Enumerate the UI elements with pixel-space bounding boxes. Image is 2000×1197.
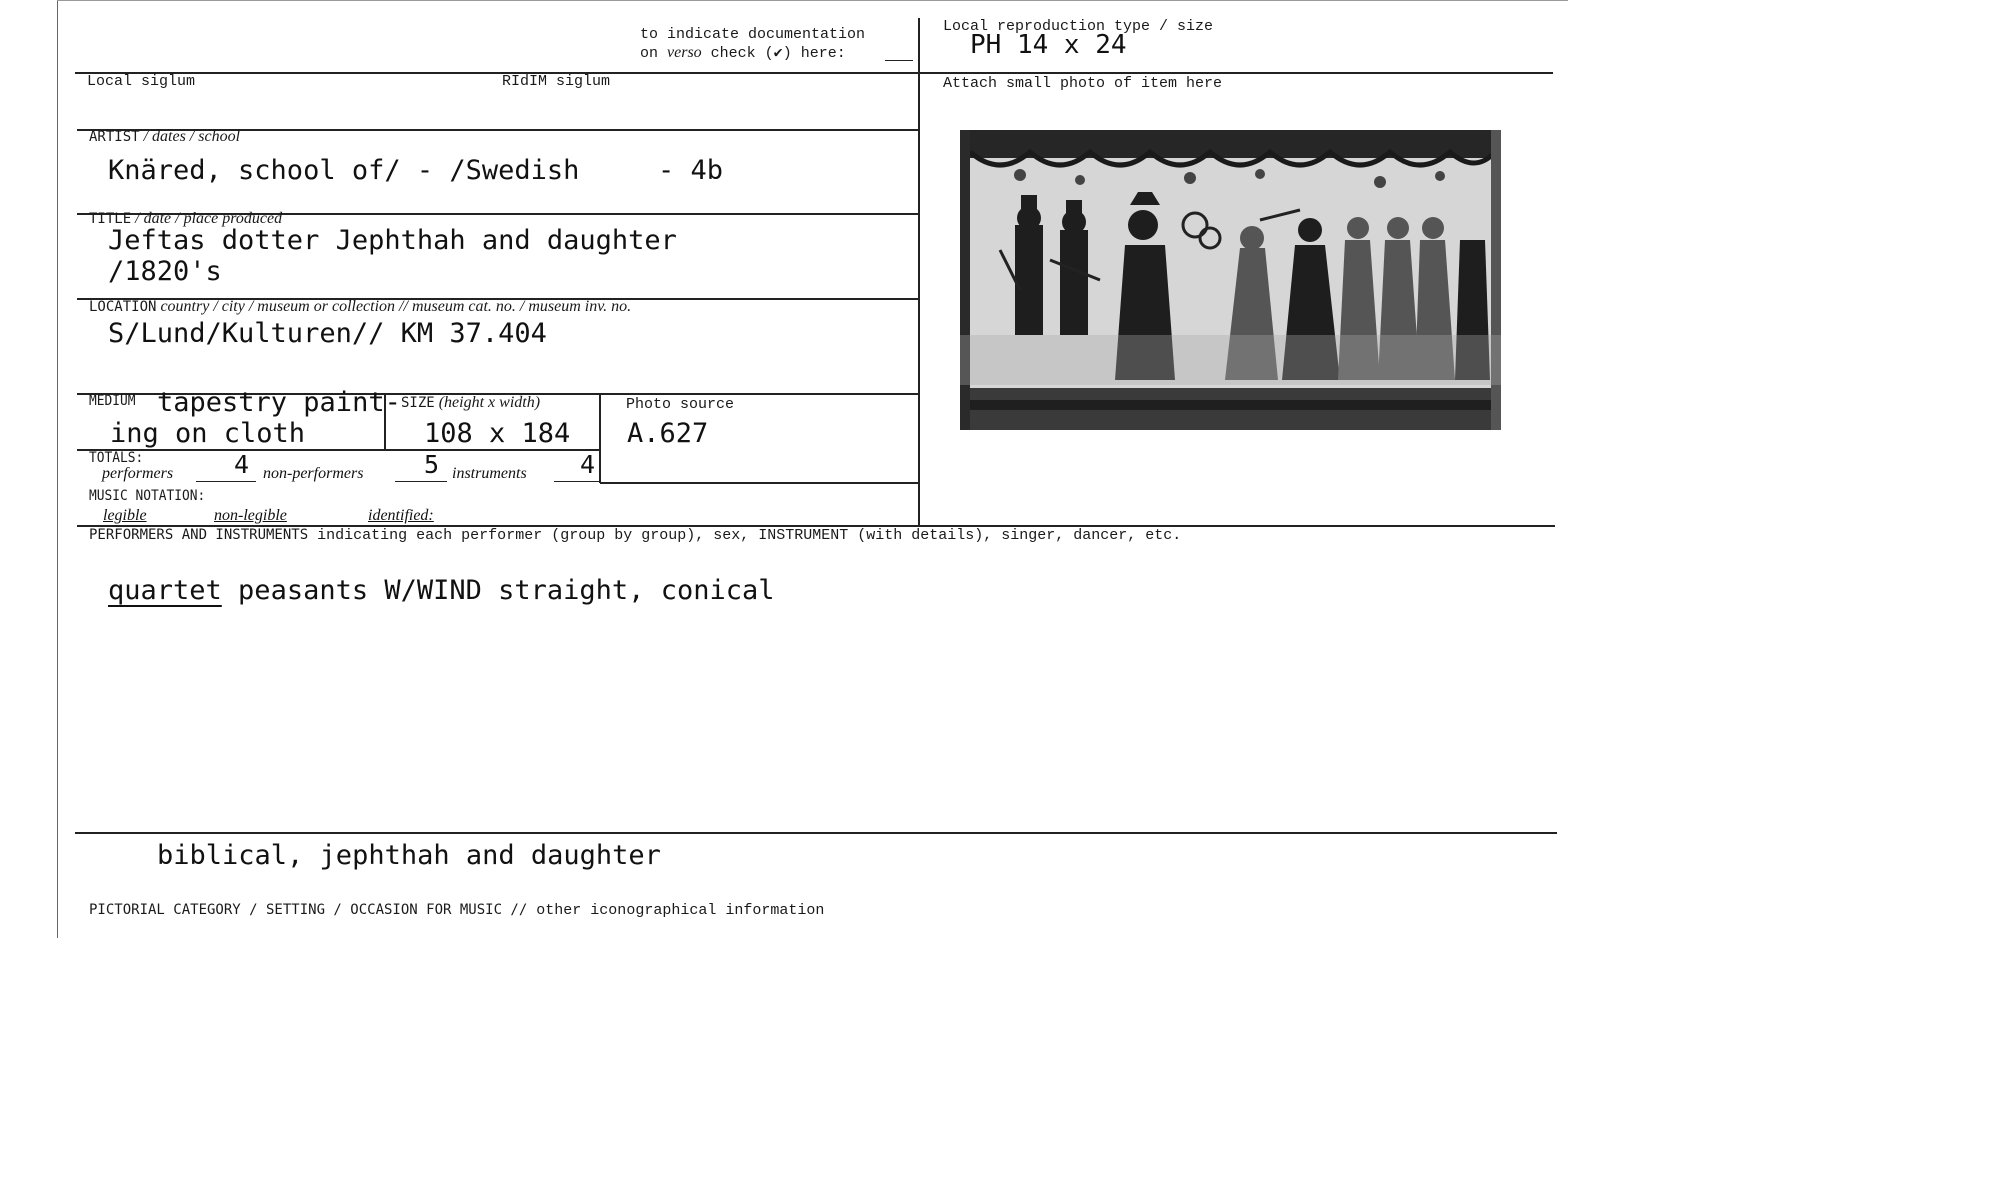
title-line1: Jeftas dotter Jephthah and daughter: [108, 225, 677, 256]
main-divider: [918, 18, 920, 526]
tapestry-photo: [960, 130, 1501, 430]
tapestry-photo-image: [960, 130, 1501, 430]
location-value: S/Lund/Kulturen// KM 37.404: [108, 318, 547, 349]
medium-label: MEDIUM: [89, 393, 136, 409]
verso-word: verso: [667, 44, 702, 61]
category-label: PICTORIAL CATEGORY / SETTING / OCCASION FOR MUSIC // other iconographical information: [89, 902, 825, 919]
medium-line2: ing on cloth: [110, 418, 306, 449]
ridim-siglum-label: RIdIM siglum: [502, 73, 611, 90]
repro-value: PH 14 x 24: [970, 30, 1127, 60]
performers-value-rest: peasants W/WIND straight, conical: [221, 575, 775, 606]
artist-value: Knäred, school of/ - /Swedish: [108, 155, 580, 186]
size-source-divider: [599, 393, 601, 483]
artist-code: - 4b: [658, 155, 724, 186]
medium-line1: tapestry paint-: [157, 387, 401, 418]
photo-source-value: A.627: [627, 418, 709, 449]
notation-identified: identified:: [368, 507, 434, 524]
notation-rule: [600, 482, 918, 484]
photo-source-label: Photo source: [626, 396, 735, 413]
location-label: LOCATION country / city / museum or collection // museum cat. no. / museum inv. no.: [89, 298, 632, 315]
card-left-edge: [57, 0, 58, 938]
repro-label: Local reproduction type / size: [943, 18, 1214, 35]
instruments-label: instruments: [452, 465, 527, 482]
instruments-blank: [554, 481, 600, 482]
performers-value: [108, 575, 774, 606]
totals-label: TOTALS:: [89, 450, 144, 466]
verso-instruction: to indicate documentation on verso check (✔) here:: [640, 26, 866, 62]
notation-legible: legible: [103, 507, 147, 524]
performers-instruments-label: PERFORMERS AND INSTRUMENTS indicating each performer (group by group), sex, INSTRUMENT (with details), singer, dancer, etc.: [89, 527, 1182, 544]
performers-blank: [196, 481, 256, 482]
local-siglum-label: Local siglum: [87, 73, 196, 90]
photo-label: Attach small photo of item here: [943, 75, 1223, 92]
sigla-rule: [75, 72, 1553, 74]
size-label: SIZE (height x width): [401, 394, 541, 411]
title-line2: /1820's: [108, 256, 222, 287]
nonperformers-label: non-performers: [263, 465, 364, 482]
notation-nonlegible: non-legible: [214, 507, 287, 524]
size-value: 108 x 184: [424, 418, 571, 449]
nonperformers-blank: [395, 481, 447, 482]
instruments-value: 4: [580, 450, 596, 479]
performers-value: 4: [234, 450, 250, 479]
artist-label: ARTIST / dates / school: [89, 128, 241, 145]
category-rule: [75, 832, 1557, 834]
verso-check-blank[interactable]: [885, 60, 913, 61]
performers-value-quartet: quartet: [108, 575, 222, 606]
nonperformers-value: 5: [424, 450, 440, 479]
title-label: TITLE / date / place produced: [89, 210, 283, 227]
category-value: biblical, jephthah and daughter: [157, 840, 661, 871]
card-top-edge: [57, 0, 1568, 1]
totals-rule: [77, 449, 600, 451]
performers-label: performers: [102, 465, 174, 482]
notation-label: MUSIC NOTATION:: [89, 488, 206, 504]
